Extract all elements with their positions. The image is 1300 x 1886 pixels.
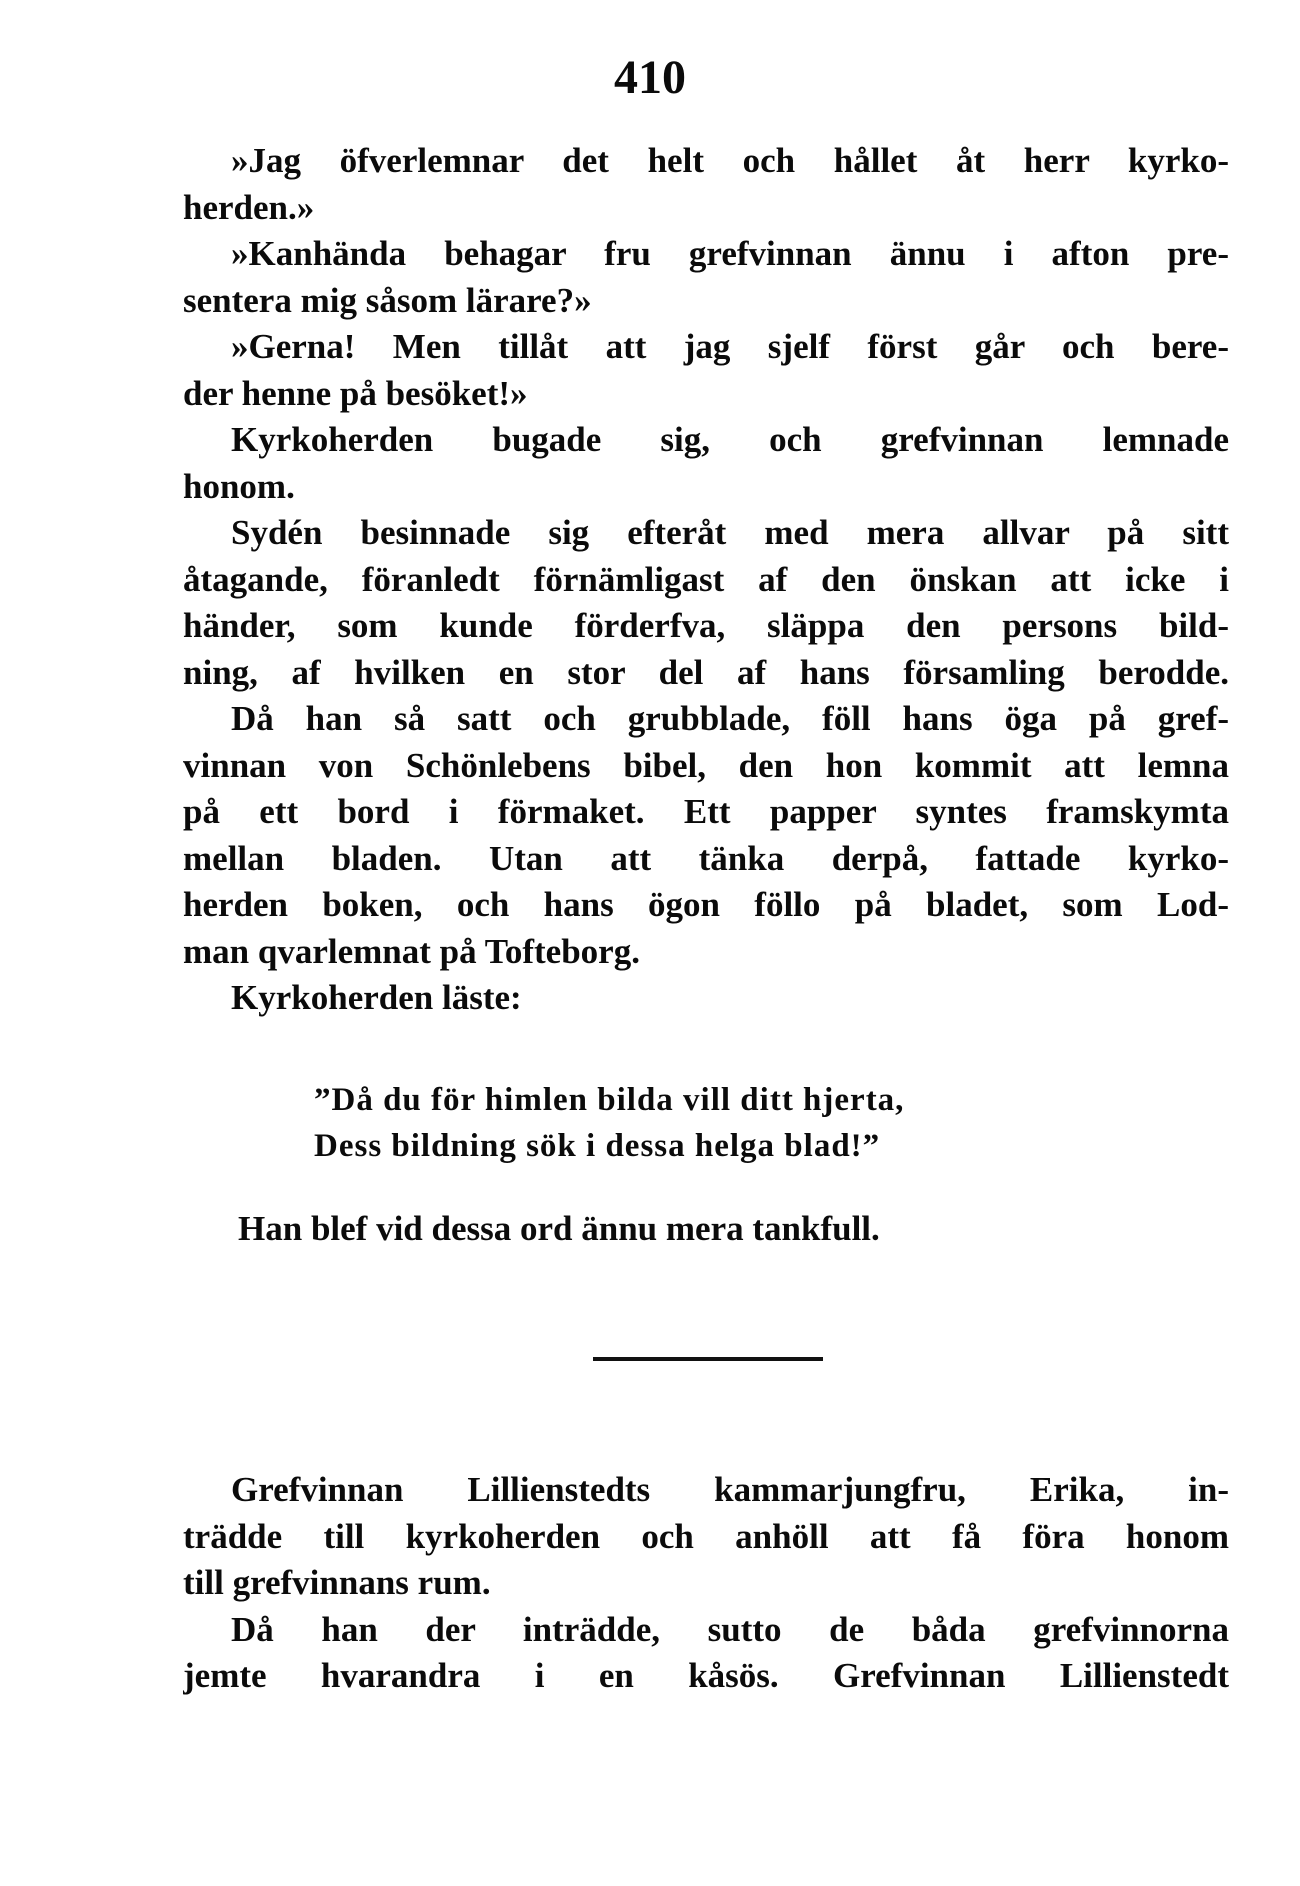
closing-line: Han blef vid dessa ord ännu mera tankfull.: [238, 1209, 880, 1248]
text-line: Då han der inträdde, sutto de båda grefvinnorna: [231, 1609, 1229, 1649]
text-line: vinnan von Schönlebens bibel, den hon kommit att lemna: [183, 745, 1229, 785]
text-line: åtagande, föranledt förnämligast af den önskan att icke i: [183, 559, 1229, 599]
text-line: sentera mig såsom lärare?»: [183, 280, 592, 320]
text-line: »Gerna! Men tillåt att jag sjelf först går och bere-: [231, 327, 1229, 366]
text-line: till grefvinnans rum.: [183, 1563, 491, 1602]
text-line: Kyrkoherden bugade sig, och grefvinnan lemnade: [231, 420, 1229, 459]
text-line: jemte hvarandra i en kåsös. Grefvinnan Lillienstedt: [183, 1656, 1229, 1695]
text-line: honom.: [183, 466, 295, 506]
text-line: »Kanhända behagar fru grefvinnan ännu i afton pre-: [231, 234, 1229, 273]
text-line: Kyrkoherden läste:: [231, 978, 522, 1017]
text-line: trädde till kyrkoherden och anhöll att få föra honom: [183, 1516, 1229, 1556]
text-line: mellan bladen. Utan att tänka derpå, fattade kyrko-: [183, 838, 1229, 878]
text-line: ning, af hvilken en stor del af hans församling berodde.: [183, 652, 1229, 692]
text-line: Grefvinnan Lillienstedts kammarjungfru, Erika, in-: [231, 1470, 1229, 1509]
page-number: 410: [614, 51, 686, 104]
main-text-block: [183, 138, 1229, 1022]
text-line: der henne på besöket!»: [183, 373, 528, 413]
text-line: »Jag öfverlemnar det helt och hållet åt herr kyrko-: [231, 141, 1229, 180]
text-line: man qvarlemnat på Tofteborg.: [183, 931, 640, 971]
poem-quote: [314, 1077, 904, 1169]
second-text-block: [183, 1467, 1229, 1700]
section-divider: [593, 1357, 823, 1361]
poem-line: Dess bildning sök i dessa helga blad!”: [314, 1128, 881, 1164]
text-line: händer, som kunde förderfva, släppa den persons bild-: [183, 606, 1229, 645]
text-line: Sydén besinnade sig efteråt med mera allvar på sitt: [231, 513, 1229, 552]
text-line: herden boken, och hans ögon föllo på bladet, som Lod-: [183, 885, 1229, 924]
text-line: Då han så satt och grubblade, föll hans öga på gref-: [231, 699, 1229, 738]
poem-line: ”Då du för himlen bilda vill ditt hjerta,: [314, 1082, 905, 1118]
text-line: herden.»: [183, 187, 315, 227]
text-line: på ett bord i förmaket. Ett papper syntes framskymta: [183, 792, 1229, 831]
